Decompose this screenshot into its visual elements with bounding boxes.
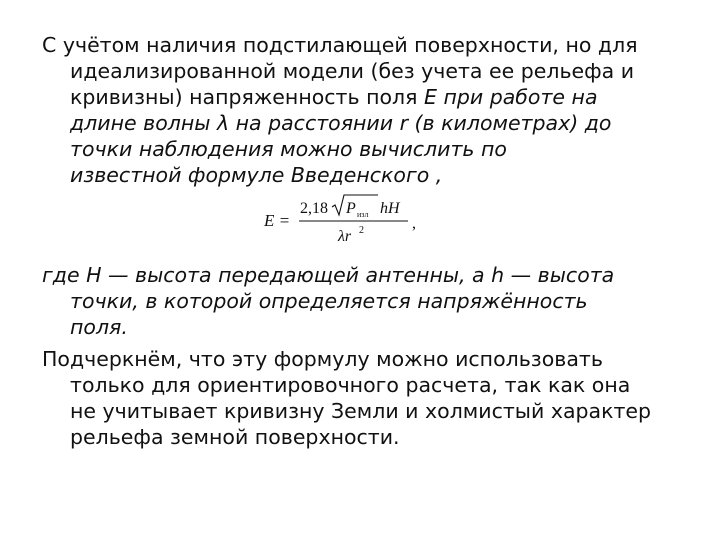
intro-line-6: известной формуле Введенского , bbox=[70, 163, 443, 187]
note-paragraph bbox=[42, 346, 702, 450]
intro-line-5: точки наблюдения можно вычислить по bbox=[70, 137, 507, 161]
intro-line-4: длине волны λ на расстоянии r (в километрах) до bbox=[70, 111, 612, 135]
intro-line-3-plain: кривизны) напряженность поля bbox=[70, 85, 424, 109]
formula-radicand: P bbox=[346, 200, 356, 217]
intro-line-3-italic: E при работе на bbox=[423, 85, 598, 109]
formula-denominator: λr bbox=[338, 228, 352, 245]
formula-exponent: 2 bbox=[359, 225, 364, 236]
definition-line-1: где H — высота передающей антенны, а h — высота bbox=[42, 263, 615, 287]
vvedensky-formula bbox=[262, 193, 432, 251]
note-line-2: только для ориентировочного расчета, так как она bbox=[70, 373, 631, 397]
definition-line-2: точки, в которой определяется напряжённость bbox=[70, 289, 588, 313]
intro-paragraph bbox=[42, 32, 702, 188]
intro-line-2: идеализированной модели (без учета ее рельефа и bbox=[70, 59, 635, 83]
formula-tail: hH bbox=[380, 200, 400, 217]
definition-line-3: поля. bbox=[70, 315, 128, 339]
formula-punct: , bbox=[412, 215, 416, 232]
note-line-3: не учитывает кривизну Земли и холмистый характер bbox=[70, 399, 652, 423]
formula-coefficient: 2,18 bbox=[300, 200, 328, 217]
definition-paragraph bbox=[42, 262, 702, 340]
intro-line-3 bbox=[42, 84, 702, 110]
formula-lhs: E = bbox=[264, 211, 291, 230]
formula-subscript: изл bbox=[357, 210, 369, 219]
intro-line-1: С учётом наличия подстилающей поверхности, но для bbox=[42, 33, 638, 57]
note-line-4: рельефа земной поверхности. bbox=[70, 425, 400, 449]
note-line-1: Подчеркнём, что эту формулу можно использовать bbox=[42, 347, 603, 371]
